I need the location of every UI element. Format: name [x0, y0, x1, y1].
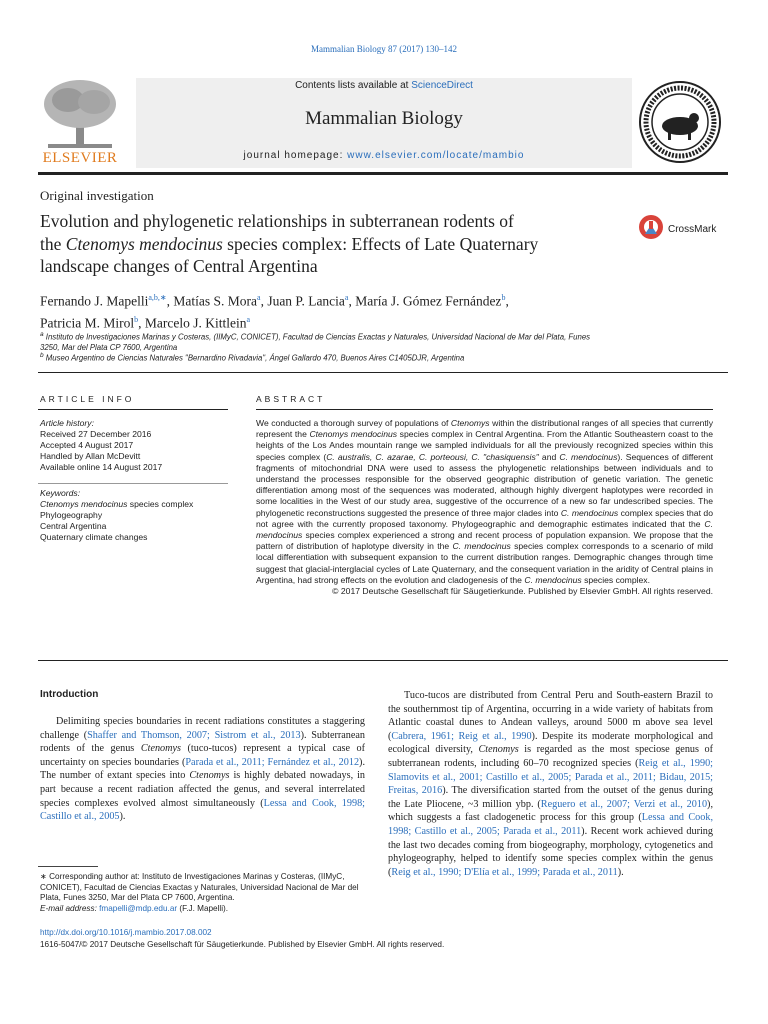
- header-divider: [38, 172, 728, 175]
- author-name: María J. Gómez Fernández: [355, 293, 502, 309]
- author-list: [40, 289, 670, 332]
- author-name: Juan P. Lancia: [267, 293, 345, 309]
- citation-link[interactable]: Reig et al., 1990; D'Elía et al., 1999; Parada et al., 2011: [391, 866, 618, 878]
- citation-link[interactable]: Lessa and Cook, 1998; Castillo et al., 2005; Parada et al., 2011: [388, 812, 713, 837]
- affiliation-b: $^b$ Museo Argentino de Ciencias Naturales "Bernardino Rivadavia", Ángel Gallardo 470, Buenos Aires C1405DJR, Argentina: [40, 352, 465, 363]
- sciencedirect-link[interactable]: ScienceDirect: [411, 80, 473, 91]
- abstract-text: We conducted a thorough survey of populations of Ctenomys within the distributional ranges of all species that currently represent the Ctenomys mendocinus species complex in Central Argentina. From the Atlantic Southeastern coast to the heights of the Los Andes mountain range we sampled individuals for all the previously recognized species within this species complex (C. australis, C. azarae, C. porteousi, C. "chasiquensis" and C. mendocinus). Sequences of different fragments of mitochondrial DNA were used to assess the phylogenetic relationships between individuals and to understand the processes responsible for the observed geographic distribution of genetic variation. The genetic differentiation among most of the sequences was moderated, although highly divergent haplotypes were recorded in some localities in the West of our study area, suggestive of the occurrence of a new so far undescribed species. The phylogenetic reconstructions suggested the presence of three major clades into C. mendocinus complex species that do not agree with the currently proposed taxonomy. Phylogeographic and demographic estimates indicated that the C. mendocinus species complex experienced a strong and recent process of population expansion. We propose that the pattern of distribution of haplotype diversity in the C. mendocinus species complex corresponds to a scenario of mild local differentiation with subsequent expansion to the current distribution ranges. Demographic changes through time suggest that glacial-interglacial cycles of Late Quaternary, and the consequent variation in the aridity of Central plains in Argentina, had strong effects on the evolution and cladogenesis of the C. mendocinus species complex. © 2017 Deutsche Gesellschaft für Säugetierkunde. Published by Elsevier GmbH. All rights reserved.: [256, 418, 714, 597]
- author-affiliation-marker[interactable]: a: [246, 314, 251, 324]
- abstract-rule: [256, 409, 713, 410]
- journal-homepage: journal homepage: www.elsevier.com/locate/mambio: [243, 150, 525, 161]
- issn-copyright-line: 1616-5047/© 2017 Deutsche Gesellschaft für Säugetierkunde. Published by Elsevier GmbH. All rights reserved.: [40, 940, 445, 949]
- journal-citation-link[interactable]: Mammalian Biology 87 (2017) 130–142: [311, 44, 457, 54]
- author-separator: ,: [166, 293, 174, 309]
- author-name: Patricia M. Mirol: [40, 315, 135, 330]
- citation-link[interactable]: Lessa and Cook, 1998; Castillo et al., 2005: [40, 797, 365, 823]
- footnote-rule: [38, 866, 98, 867]
- author-separator: ,: [505, 293, 509, 309]
- author-affiliation-marker[interactable]: a: [257, 293, 261, 302]
- article-history: Article history: Received 27 December 2016 Accepted 4 August 2017 Handled by Allan McDevitt Available online 14 August 2017: [40, 418, 163, 472]
- author-separator: ,: [348, 293, 356, 309]
- author-name: Fernando J. Mapelli: [40, 293, 149, 309]
- citation-link[interactable]: Cabrera, 1961; Reig et al., 1990: [391, 730, 532, 742]
- abstract-bottom-divider: [38, 660, 728, 661]
- introduction-heading: Introduction: [40, 689, 99, 700]
- author-name: Matías S. Mora: [173, 293, 257, 309]
- email-link[interactable]: fmapelli@mdp.edu.ar: [99, 903, 178, 913]
- abstract-heading: ABSTRACT: [256, 394, 326, 404]
- author-separator: ,: [138, 315, 145, 330]
- citation-link[interactable]: Reguero et al., 2007; Verzi et al., 2010: [540, 798, 708, 810]
- author-affiliation-marker[interactable]: b: [501, 293, 506, 302]
- crossmark-label: CrossMark: [668, 224, 717, 235]
- homepage-link[interactable]: www.elsevier.com/locate/mambio: [347, 150, 525, 161]
- article-info-rule: [38, 409, 228, 410]
- keywords: Keywords: Ctenomys mendocinus species complex Phylogeography Central Argentina Quaternary climate changes: [40, 488, 194, 542]
- author-affiliation-marker[interactable]: a: [344, 293, 349, 302]
- affiliation-a: $^a$ Instituto de Investigaciones Marinas y Costeras, (IIMyC, CONICET), Facultad de Ciencias Exactas y Naturales, Universidad Nacional de Mar del Plata, Funes 3250, Mar del Plata CP 7600, Argentina: [40, 331, 591, 352]
- citation-link[interactable]: Parada et al., 2011; Fernández et al., 2012: [185, 756, 360, 768]
- history-keywords-divider: [38, 483, 228, 484]
- article-title: Evolution and phylogenetic relationships in subterranean rodents of the Ctenomys mendocinus species complex: Effects of Late Quaternary landscape changes of Central Argentina: [40, 211, 539, 276]
- society-seal-logo: [638, 80, 722, 164]
- abstract-copyright: © 2017 Deutsche Gesellschaft für Säugetierkunde. Published by Elsevier GmbH. All rights reserved.: [332, 586, 713, 597]
- authors-divider: [38, 372, 728, 373]
- article-type: Original investigation: [40, 188, 154, 203]
- author-affiliation-marker[interactable]: b: [134, 314, 139, 324]
- author-separator: ,: [260, 293, 268, 309]
- corresponding-author-footnote: ∗ Corresponding author at: Instituto de Investigaciones Marinas y Costeras, (IIMyC, CONICET), Facultad de Ciencias Exactas y Naturales, Universidad Nacional de Mar del Plata, Funes 3250, Mar del Plata CP 7600, Argentina. E-mail address: fmapelli@mdp.edu.ar (F.J. Mapelli).: [40, 872, 359, 913]
- citation-link[interactable]: Reig et al., 1990; Slamovits et al., 2001; Castillo et al., 2005; Parada et al., 2011; Bidau, 2015; Freitas, 2016: [388, 757, 713, 797]
- elsevier-wordmark: ELSEVIER: [42, 150, 118, 166]
- crossmark-icon: [638, 212, 664, 242]
- right-column-paragraph: Tuco-tucos are distributed from Central Peru and South-eastern Brazil to the southernmost tip of Argentina, occurring in a wide variety of habitats from Atlantic coastal dunes to Andean valleys, around 5000 m above sea level (Cabrera, 1961; Reig et al., 1990). Despite its moderate morphological and ecological diversity, Ctenomys is regarded as the most speciose genus of subterranean rodents, including 60–70 recognized species (Reig et al., 1990; Slamovits et al., 2001; Castillo et al., 2005; Parada et al., 2011; Bidau, 2015; Freitas, 2016). The diversification started from the outset of the genus during the Late Pliocene, ~3 million ybp. (Reguero et al., 2007; Verzi et al., 2010), which suggests a fast cladogenetic process for this group (Lessa and Cook, 1998; Castillo et al., 2005; Parada et al., 2011). Recent work achieved during the last two decades coming from biogeography, morphology, cytogenetics and phylogeography, helped to identify some species complex within the genus (Reig et al., 1990; D'Elía et al., 1999; Parada et al., 2011).: [388, 690, 713, 878]
- author-name: Marcelo J. Kittlein: [144, 315, 247, 330]
- author-affiliation-marker[interactable]: a,b,∗: [148, 293, 167, 302]
- journal-title: Mammalian Biology: [305, 108, 463, 129]
- introduction-paragraph: Delimiting species boundaries in recent radiations constitutes a staggering challenge (Shaffer and Thomson, 2007; Sistrom et al., 2013). Subterranean rodents of the genus Ctenomys (tuco-tucos) represent a typical case of uncertainty on species boundaries (Parada et al., 2011; Fernández et al., 2012). The number of extant species into Ctenomys is highly debated nowadays, in part because a recent radiation affected the genus, and several interrelated species complexes evolved almost simultaneously (Lessa and Cook, 1998; Castillo et al., 2005).: [40, 716, 366, 823]
- citation-link[interactable]: Shaffer and Thomson, 2007; Sistrom et al., 2013: [87, 729, 301, 741]
- doi-link[interactable]: http://dx.doi.org/10.1016/j.mambio.2017.08.002: [40, 928, 212, 937]
- article-info-heading: ARTICLE INFO: [40, 394, 135, 404]
- contents-line: Contents lists available at ScienceDirect: [295, 80, 473, 91]
